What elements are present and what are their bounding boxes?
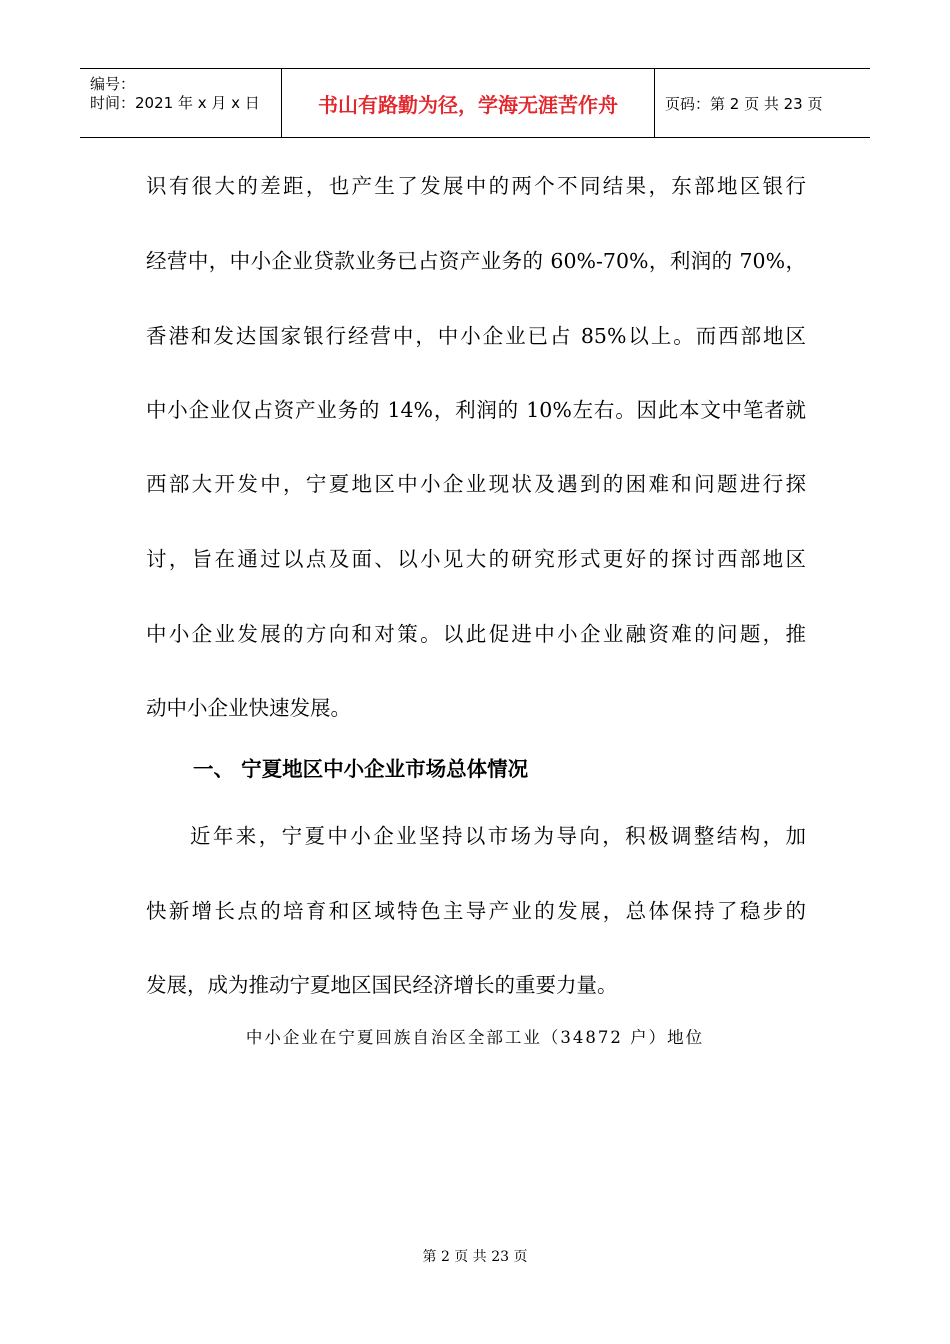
header-meta-cell (80, 69, 282, 137)
page-header (80, 68, 870, 138)
text-line: 识有很大的差距，也产生了发展中的两个不同结果，东部地区银行 (146, 174, 806, 198)
table-caption: 中小企业在宁夏回族自治区全部工业（34872 户）地位 (245, 1028, 705, 1047)
page-footer: 第 2 页 共 23 页 (422, 1249, 528, 1265)
text-line: 近年来，宁夏中小企业坚持以市场为导向，积极调整结构，加 (190, 824, 806, 848)
text-line: 快新增长点的培育和区域特色主导产业的发展，总体保持了稳步的 (146, 899, 806, 923)
text-line: 经营中，中小企业贷款业务已占资产业务的 60%-70%，利润的 70%， (146, 249, 806, 273)
header-page-info: 页码：第 2 页 共 23 页 (665, 94, 823, 113)
document-number-label: 编号： (90, 75, 136, 93)
text-line: 中小企业发展的方向和对策。以此促进中小企业融资难的问题，推 (146, 622, 806, 646)
text-line: 发展，成为推动宁夏地区国民经济增长的重要力量。 (146, 973, 618, 997)
text-line: 西部大开发中，宁夏地区中小企业现状及遇到的困难和问题进行探 (146, 472, 806, 496)
text-line: 动中小企业快速发展。 (146, 696, 351, 720)
text-line: 讨，旨在通过以点及面、以小见大的研究形式更好的探讨西部地区 (146, 547, 806, 571)
text-line: 中小企业仅占资产业务的 14%，利润的 10%左右。因此本文中笔者就 (146, 398, 806, 422)
text-line: 香港和发达国家银行经营中，中小企业已占 85%以上。而西部地区 (146, 324, 806, 348)
header-motto: 书山有路勤为径，学海无涯苦作舟 (282, 69, 655, 137)
document-time-label: 时间：2021 年 x 月 x 日 (90, 94, 260, 112)
section-heading: 一、 宁夏地区中小企业市场总体情况 (193, 757, 529, 781)
